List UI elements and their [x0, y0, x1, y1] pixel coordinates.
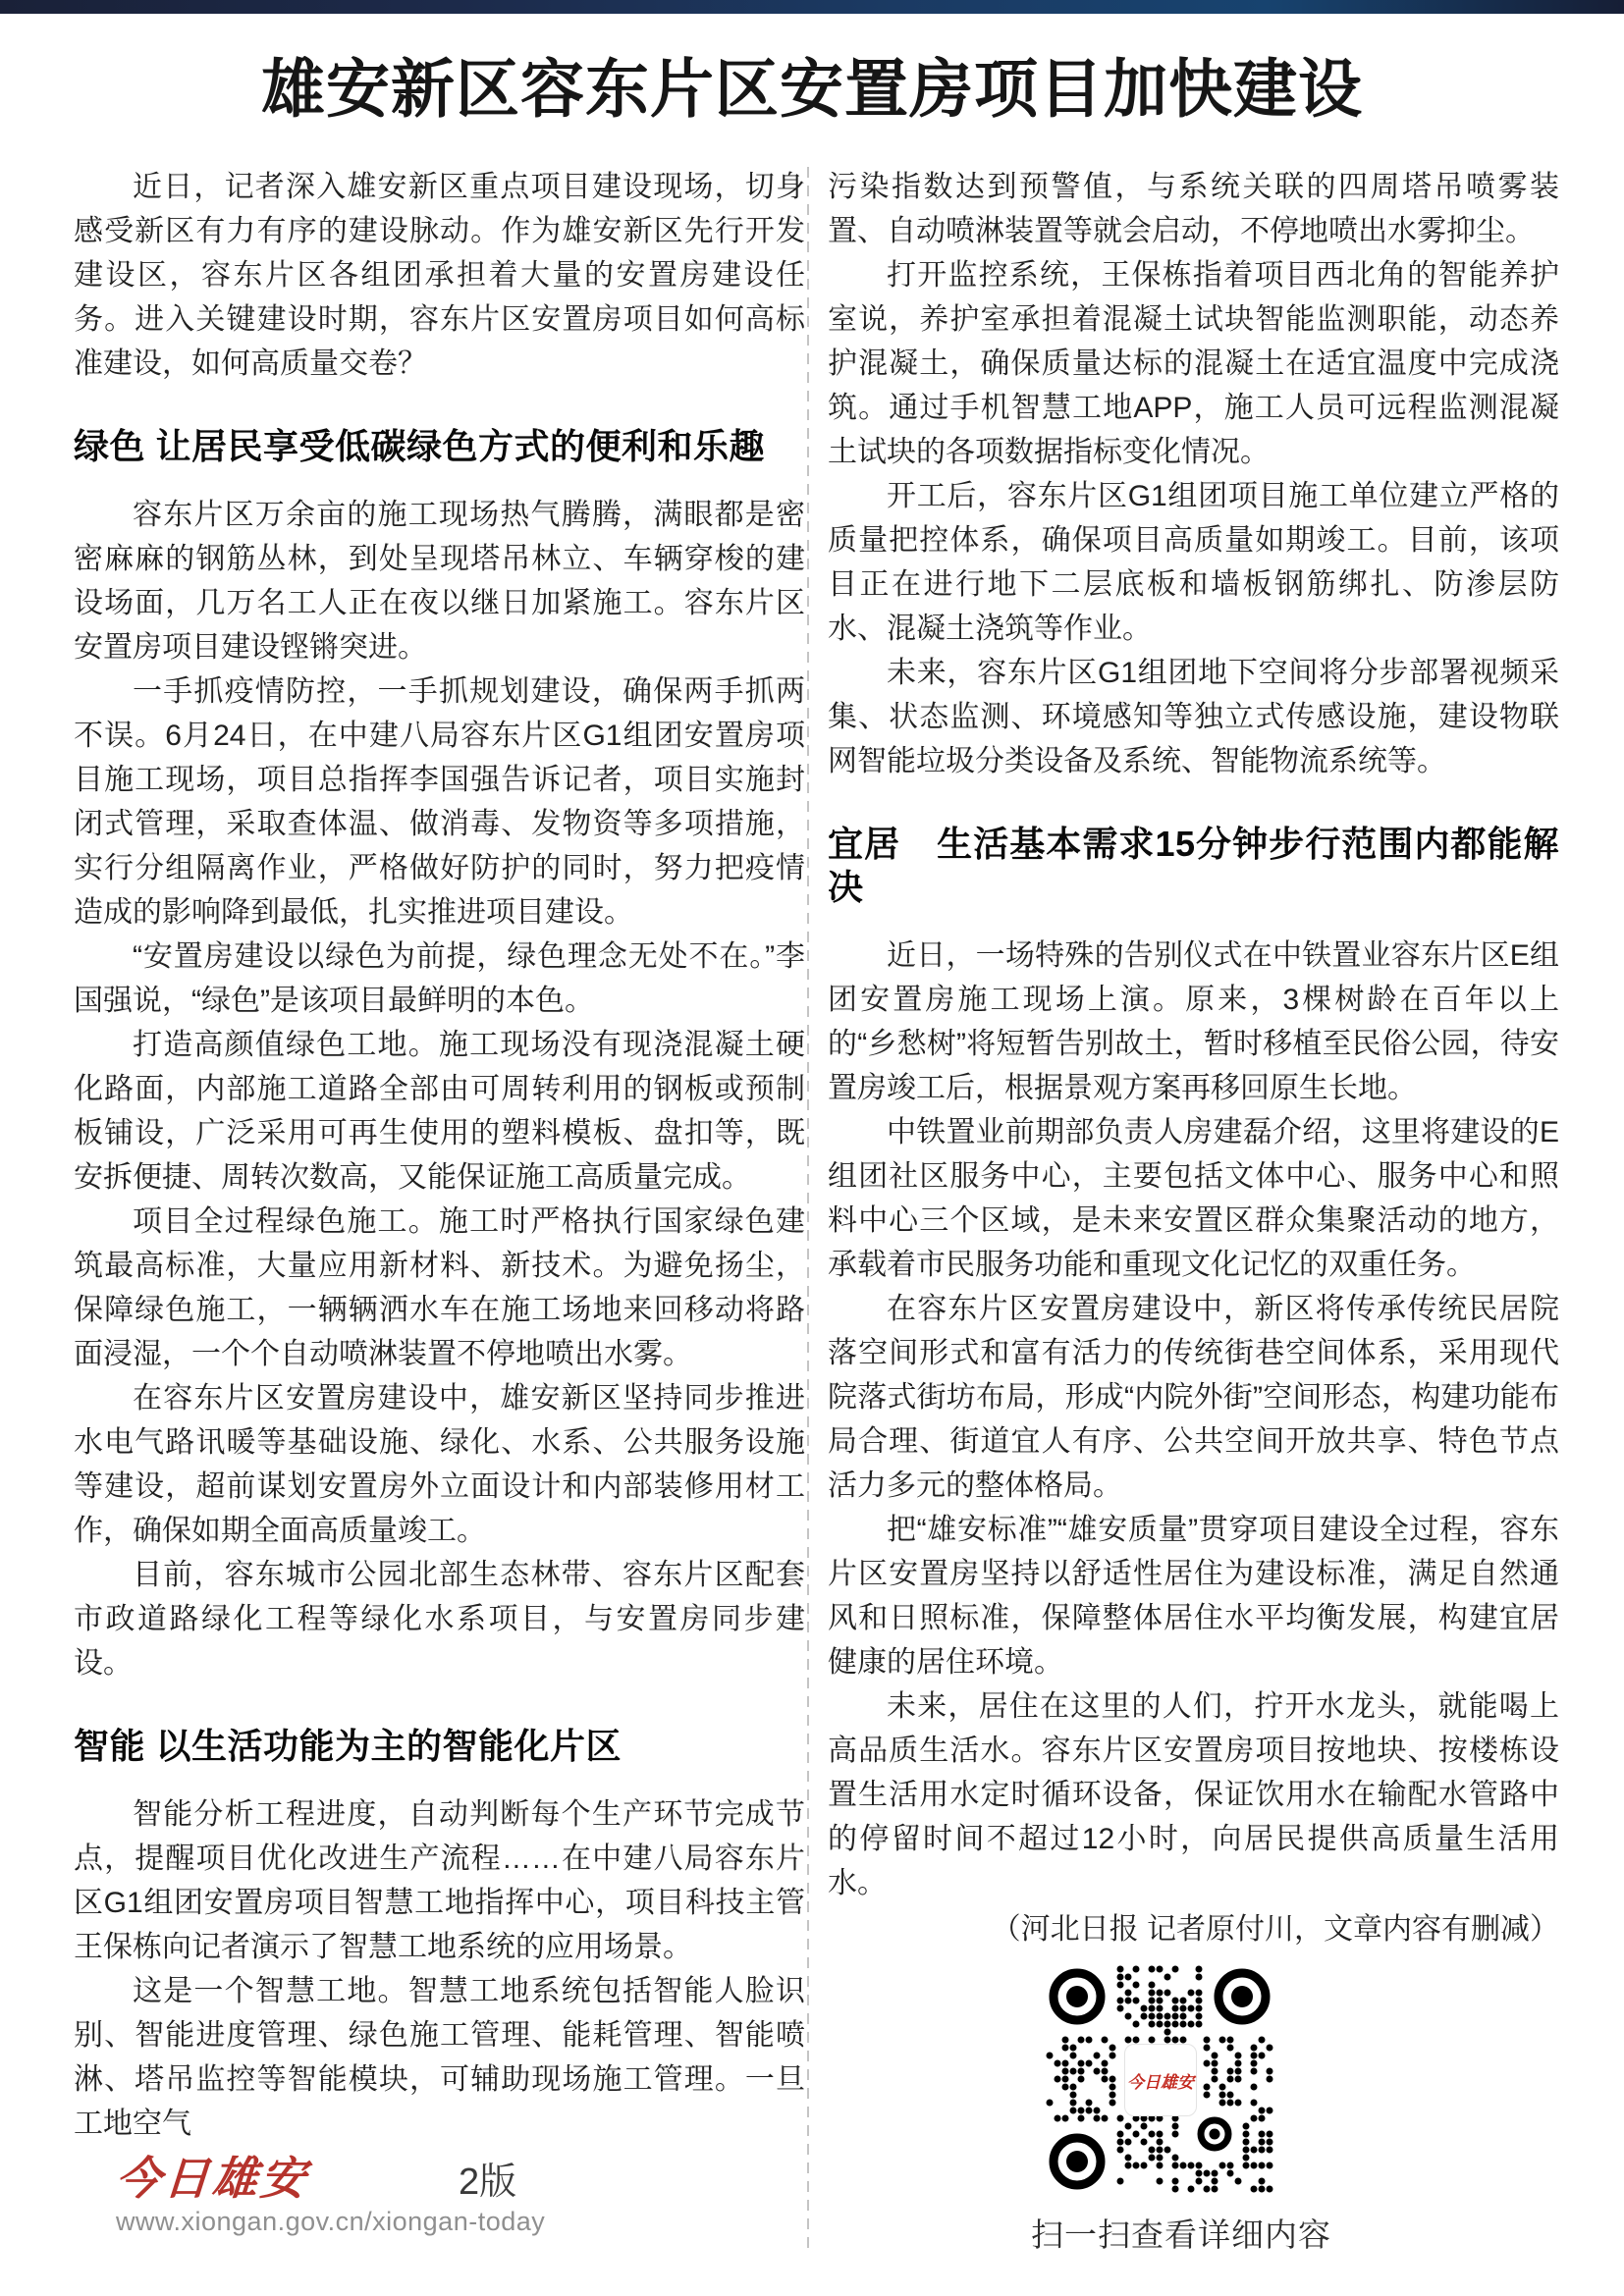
paragraph: 打造高颜值绿色工地。施工现场没有现浇混凝土硬化路面，内部施工道路全部由可周转利用的钢板或预制板铺设，广泛采用可再生使用的塑料模板、盘扣等，既安拆便捷、周转次数高，又能保证施工高质量完成。: [74, 1029, 805, 1194]
paragraph: 未来，容东片区G1组团地下空间将分步部署视频采集、状态监测、环境感知等独立式传感设施，建设物联网智能垃圾分类设备及系统、智能物流系统等。: [828, 657, 1559, 777]
paragraph: 近日，一场特殊的告别仪式在中铁置业容东片区E组团安置房施工现场上演。原来，3棵树龄在百年以上的“乡愁树”将短暂告别故土，暂时移植至民俗公园，待安置房竣工后，根据景观方案再移回原生长地。: [828, 939, 1559, 1104]
paragraph: 把“雄安标准”“雄安质量”贯穿项目建设全过程，容东片区安置房坚持以舒适性居住为建设标准，满足自然通风和日照标准，保障整体居住水平均衡发展，构建宜居健康的居住环境。: [828, 1514, 1559, 1679]
paragraph: 未来，居住在这里的人们，拧开水龙头，就能喝上高品质生活水。容东片区安置房项目按地块、按楼栋设置生活用水定时循环设备，保证饮用水在输配水管路中的停留时间不超过12小时，向居民提供高质量生活用水。: [828, 1690, 1559, 1899]
column-divider: [807, 167, 809, 2256]
paragraph: 开工后，容东片区G1组团项目施工单位建立严格的质量把控体系，确保项目高质量如期竣工。目前，该项目正在进行地下二层底板和墙板钢筋绑扎、防渗层防水、混凝土浇筑等作业。: [828, 480, 1559, 645]
page-number: 2版: [459, 2162, 517, 2203]
paragraph: 污染指数达到预警值，与系统关联的四周塔吊喷雾装置、自动喷淋装置等就会启动，不停地喷出水雾抑尘。: [828, 171, 1559, 247]
qr-block: [1031, 1965, 1331, 2256]
paragraph: 在容东片区安置房建设中，新区将传承传统民居院落空间形式和富有活力的传统街巷空间体系，采用现代院落式街坊布局，形成“内院外街”空间形态，构建功能布局合理、街道宜人有序、公共空间开放共享、特色节点活力多元的整体格局。: [828, 1293, 1559, 1502]
qr-caption: 扫一扫查看详细内容: [1031, 2216, 1331, 2253]
paragraph: 一手抓疫情防控，一手抓规划建设，确保两手抓两不误。6月24日，在中建八局容东片区G1组团安置房项目施工现场，项目总指挥李国强告诉记者，项目实施封闭式管理，采取查体温、做消毒、发物资等多项措施，实行分组隔离作业，严格做好防护的同时，努力把疫情造成的影响降到最低，扎实推进项目建设。: [74, 675, 805, 929]
paragraph: 打开监控系统，王保栋指着项目西北角的智能养护室说，养护室承担着混凝土试块智能监测职能，动态养护混凝土，确保质量达标的混凝土在适宜温度中完成浇筑。通过手机智慧工地APP，施工人员可远程监测混凝土试块的各项数据指标变化情况。: [828, 259, 1559, 468]
paragraph: 近日，记者深入雄安新区重点项目建设现场，切身感受新区有力有序的建设脉动。作为雄安新区先行开发建设区，容东片区各组团承担着大量的安置房建设任务。进入关键建设时期，容东片区安置房项目如何高标准建设，如何高质量交卷？: [74, 171, 805, 380]
source-attribution: （河北日报 记者原付川，文章内容有删减）: [991, 1913, 1559, 1946]
qr-center-logo: 今日雄安: [1124, 2044, 1197, 2116]
paragraph: 这是一个智慧工地。智慧工地系统包括智能人脸识别、智能进度管理、绿色施工管理、能耗管理、智能喷淋、塔吊监控等智能模块，可辅助现场施工管理。一旦工地空气: [74, 1975, 805, 2140]
paragraph: 在容东片区安置房建设中，雄安新区坚持同步推进水电气路讯暖等基础设施、绿化、水系、公共服务设施等建设，超前谋划安置房外立面设计和内部装修用材工作，确保如期全面高质量竣工。: [74, 1382, 805, 1547]
top-banner-bar: [0, 0, 1624, 14]
site-url: www.xiongan.gov.cn/xiongan-today: [116, 2207, 546, 2236]
right-column: [828, 165, 1559, 1951]
paragraph: 目前，容东城市公园北部生态林带、容东片区配套市政道路绿化工程等绿化水系项目，与安置房同步建设。: [74, 1559, 805, 1680]
qr-code: [1046, 1965, 1273, 2193]
section-heading-livable: 宜居 生活基本需求15分钟步行范围内都能解决: [828, 824, 1559, 907]
paragraph: “安置房建设以绿色为前提，绿色理念无处不在。”李国强说，“绿色”是该项目最鲜明的本色。: [74, 940, 805, 1017]
left-column: [74, 165, 805, 2146]
paragraph: 容东片区万余亩的施工现场热气腾腾，满眼都是密密麻麻的钢筋丛林，到处呈现塔吊林立、车辆穿梭的建设场面，几万名工人正在夜以继日加紧施工。容东片区安置房项目建设铿锵突进。: [74, 499, 805, 664]
paragraph: 项目全过程绿色施工。施工时严格执行国家绿色建筑最高标准，大量应用新材料、新技术。为避免扬尘，保障绿色施工，一辆辆洒水车在施工场地来回移动将路面浸湿，一个个自动喷淋装置不停地喷出水雾。: [74, 1205, 805, 1370]
paragraph: 智能分析工程进度，自动判断每个生产环节完成节点，提醒项目优化改进生产流程……在中建八局容东片区G1组团安置房项目智慧工地指挥中心，项目科技主管王保栋向记者演示了智慧工地系统的应用场景。: [74, 1798, 805, 1963]
paragraph: 中铁置业前期部负责人房建磊介绍，这里将建设的E组团社区服务中心，主要包括文体中心、服务中心和照料中心三个区域，是未来安置区群众集聚活动的地方，承载着市民服务功能和重现文化记忆的双重任务。: [828, 1116, 1559, 1281]
article-headline: 雄安新区容东片区安置房项目加快建设: [260, 55, 1363, 126]
masthead-logo: 今日雄安: [114, 2154, 310, 2204]
section-heading-smart: 智能 以生活功能为主的智能化片区: [74, 1726, 623, 1766]
section-heading-green: 绿色 让居民享受低碳绿色方式的便利和乐趣: [74, 426, 766, 466]
